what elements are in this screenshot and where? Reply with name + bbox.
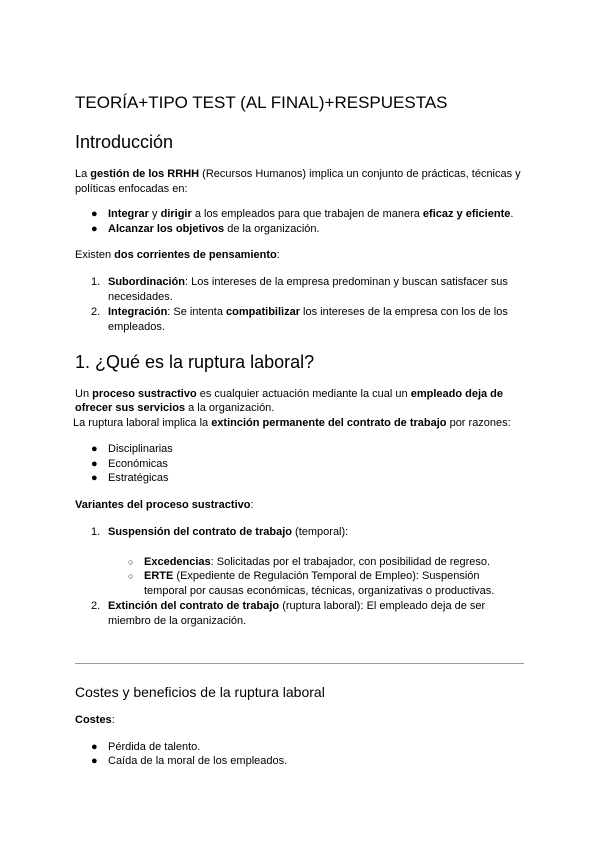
bullet-icon: ● — [91, 741, 98, 753]
bullet-icon: ● — [91, 443, 98, 455]
bullet-icon: ● — [91, 472, 98, 484]
list-item-continuation: miembro de la organización. — [108, 615, 247, 627]
bullet-icon: ● — [91, 755, 98, 767]
circle-bullet-icon: ○ — [128, 571, 134, 581]
list-item: Suspensión del contrato de trabajo (temporal): — [108, 526, 349, 538]
list-number: 2. — [91, 306, 101, 318]
list-item: Integración: Se intenta compatibilizar los intereses de la empresa con los de los — [108, 306, 508, 318]
list-item: Pérdida de talento. — [108, 741, 201, 753]
costs-heading: Costes y beneficios de la ruptura laboral — [75, 684, 325, 700]
section-paragraph-line2: ofrecer sus servicios a la organización. — [75, 402, 275, 414]
list-item: Caída de la moral de los empleados. — [108, 755, 288, 767]
list-item-continuation: empleados. — [108, 321, 165, 333]
section-paragraph-line3: La ruptura laboral implica la extinción permanente del contrato de trabajo por razones: — [73, 417, 511, 429]
sub-list-item: ERTE (Expediente de Regulación Temporal de Empleo): Suspensión — [144, 570, 480, 582]
bullet-icon: ● — [91, 223, 98, 235]
bullet-icon: ● — [91, 208, 98, 220]
bullet-icon: ● — [91, 458, 98, 470]
list-item: Estratégicas — [108, 472, 169, 484]
currents-intro: Existen dos corrientes de pensamiento: — [75, 249, 280, 261]
list-number: 1. — [91, 526, 101, 538]
sub-list-item: Excedencias: Solicitadas por el trabajador, con posibilidad de regreso. — [144, 556, 491, 568]
intro-heading: Introducción — [75, 132, 174, 152]
list-item: Extinción del contrato de trabajo (ruptura laboral): El empleado deja de ser — [108, 600, 486, 612]
list-item: Alcanzar los objetivos de la organización. — [108, 223, 320, 235]
circle-bullet-icon: ○ — [128, 557, 134, 567]
intro-paragraph-line2: políticas enfocadas en: — [75, 183, 188, 195]
list-number: 2. — [91, 600, 101, 612]
list-item: Disciplinarias — [108, 443, 173, 455]
list-item-continuation: necesidades. — [108, 291, 173, 303]
list-number: 1. — [91, 276, 101, 288]
costs-label: Costes: — [75, 714, 115, 726]
document-title: TEORÍA+TIPO TEST (AL FINAL)+RESPUESTAS — [75, 93, 448, 112]
section-heading: 1. ¿Qué es la ruptura laboral? — [75, 352, 315, 372]
list-item: Subordinación: Los intereses de la empresa predominan y buscan satisfacer sus — [108, 276, 508, 288]
sub-list-item-continuation: temporal por causas económicas, técnicas, organizativas o productivas. — [144, 585, 495, 597]
section-paragraph-line1: Un proceso sustractivo es cualquier actuación mediante la cual un empleado deja de — [75, 388, 504, 400]
variants-label: Variantes del proceso sustractivo: — [75, 499, 254, 511]
intro-paragraph-line1: La gestión de los RRHH (Recursos Humanos) implica un conjunto de prácticas, técnicas y — [75, 168, 521, 180]
list-item: Económicas — [108, 458, 168, 470]
list-item: Integrar y dirigir a los empleados para que trabajen de manera eficaz y eficiente. — [108, 208, 514, 220]
horizontal-divider — [75, 663, 524, 664]
